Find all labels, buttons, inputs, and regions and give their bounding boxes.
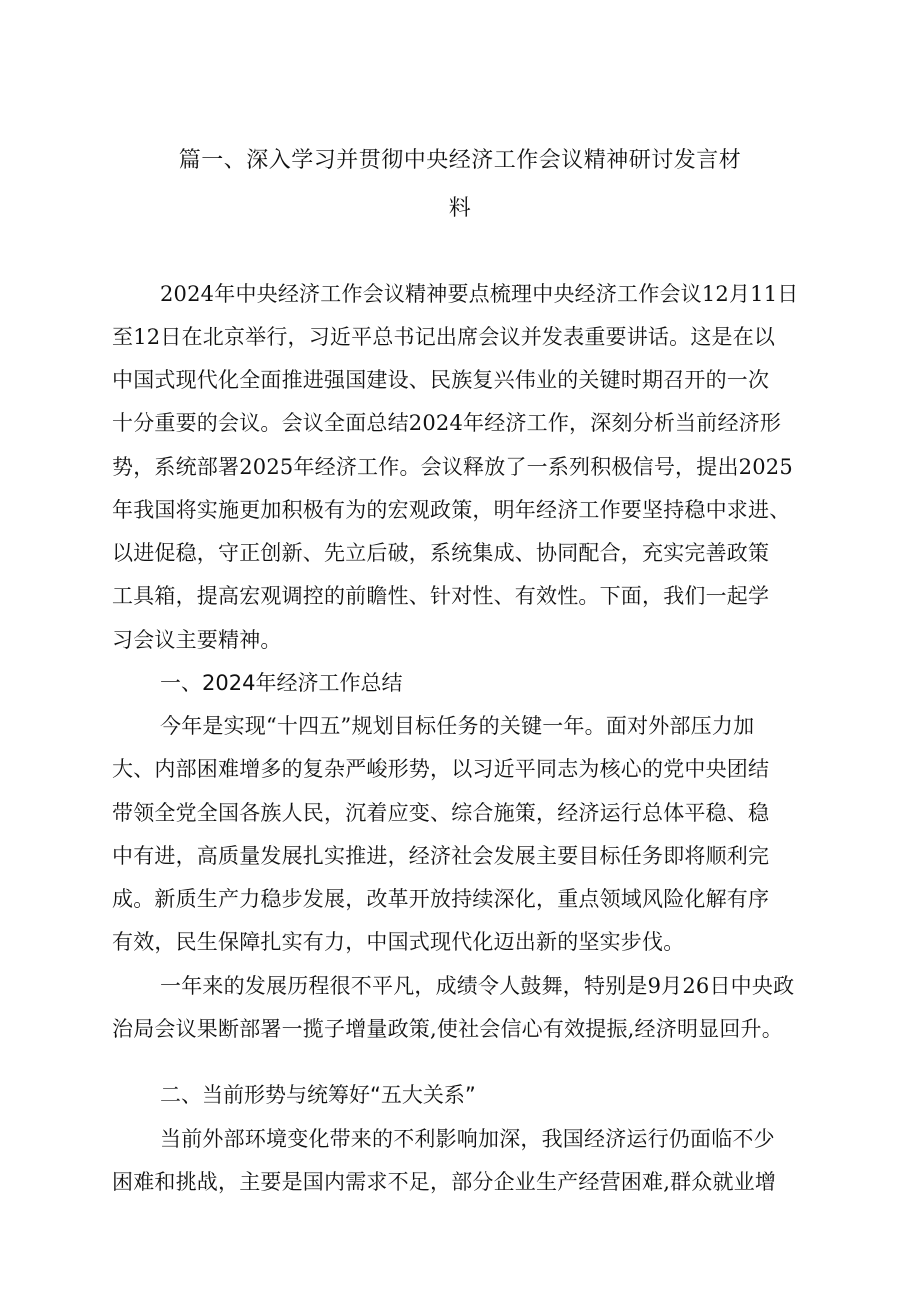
paragraph-line: 当前外部环境变化带来的不利影响加深，我国经济运行仍面临不少	[160, 1127, 775, 1151]
paragraph-line: 成。新质生产力稳步发展，改革开放持续深化，重点领域风险化解有序	[112, 887, 770, 911]
paragraph-line: 治局会议果断部署一揽子增量政策,使社会信心有效提振,经济明显回升。	[112, 1017, 783, 1041]
paragraph-line: 中国式现代化全面推进强国建设、民族复兴伟业的关键时期召开的一次	[112, 368, 770, 392]
paragraph-line: 2024年中央经济工作会议精神要点梳理中央经济工作会议12月11日	[160, 282, 799, 306]
paragraph-line: 带领全党全国各族人民，沉着应变、综合施策，经济运行总体平稳、稳	[112, 801, 770, 825]
section-heading-1: 一、2024年经济工作总结	[160, 671, 403, 695]
paragraph-line: 十分重要的会议。会议全面总结2024年经济工作，深刻分析当前经济形	[112, 411, 782, 435]
paragraph-line: 至12日在北京举行，习近平总书记出席会议并发表重要讲话。这是在以	[112, 325, 776, 349]
paragraph-line: 有效，民生保障扎实有力，中国式现代化迈出新的坚实步伐。	[112, 930, 685, 954]
paragraph-line: 工具箱，提高宏观调控的前瞻性、针对性、有效性。下面，我们一起学	[112, 584, 770, 608]
document-title-line-2: 料	[448, 196, 472, 221]
paragraph-line: 大、内部困难增多的复杂严峻形势，以习近平同志为核心的党中央团结	[112, 757, 770, 781]
section-heading-2: 二、当前形势与统筹好“五大关系”	[160, 1083, 476, 1107]
paragraph-line: 以进促稳，守正创新、先立后破，系统集成、协同配合，充实完善政策	[112, 541, 770, 565]
paragraph-line: 年我国将实施更加积极有为的宏观政策，明年经济工作要坚持稳中求进、	[112, 498, 791, 522]
paragraph-line: 势，系统部署2025年经济工作。会议释放了一系列积极信号，提出2025	[112, 455, 793, 479]
paragraph-line: 中有进，高质量发展扎实推进，经济社会发展主要目标任务即将顺利完	[112, 844, 770, 868]
paragraph-line: 习会议主要精神。	[112, 628, 282, 652]
document-title-line-1: 篇一、深入学习并贯彻中央经济工作会议精神研讨发言材	[178, 148, 742, 173]
paragraph-line: 困难和挑战，主要是国内需求不足，部分企业生产经营困难,群众就业增	[112, 1170, 777, 1194]
paragraph-line: 一年来的发展历程很不平凡，成绩令人鼓舞，特别是9月26日中央政	[160, 974, 795, 998]
paragraph-line: 今年是实现“十四五”规划目标任务的关键一年。面对外部压力加	[160, 714, 755, 738]
